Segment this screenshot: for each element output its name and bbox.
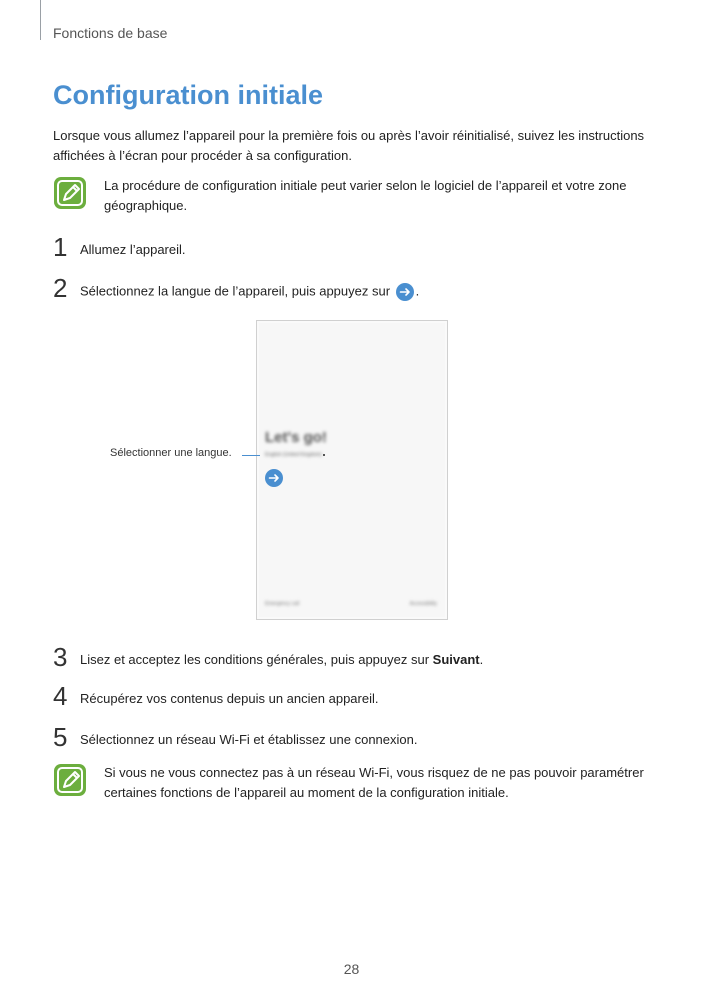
step-text-before: Sélectionnez la langue de l’appareil, puis appuyez sur <box>80 283 391 299</box>
step-text-after: . <box>415 283 420 299</box>
step-number: 4 <box>53 681 68 711</box>
step-text <box>80 283 419 301</box>
screen-emergency-button: Emergency call <box>265 601 300 607</box>
step-4 <box>53 681 673 713</box>
step-number: 2 <box>53 273 68 303</box>
dropdown-marker <box>323 454 325 456</box>
section-header: Fonctions de base <box>53 25 168 41</box>
note-block <box>53 763 673 807</box>
note-text: La procédure de configuration initiale peut varier selon le logiciel de l’appareil et votre zone géographique. <box>104 178 627 213</box>
phone-screen <box>259 323 445 617</box>
step-text <box>80 652 483 667</box>
screen-title: Let's go! <box>265 429 327 446</box>
screen-language-selector: English (United Kingdom) <box>265 452 322 458</box>
header-rule <box>40 0 41 40</box>
step-5 <box>53 722 673 754</box>
page-title: Configuration initiale <box>53 80 323 110</box>
figure-callout: Sélectionner une langue. <box>110 447 232 459</box>
intro-paragraph: Lorsque vous allumez l’appareil pour la première fois ou après l’avoir réinitialisé, suivez les instructions affichées à l’écran pour procéder à sa configuration. <box>53 128 645 163</box>
step-text: Allumez l’appareil. <box>80 242 186 257</box>
step-text-before: Lisez et acceptez les conditions générales, puis appuyez sur <box>80 652 433 667</box>
note-text: Si vous ne vous connectez pas à un réseau Wi-Fi, vous risquez de ne pas pouvoir paramétrer certaines fonctions de l’appareil au moment de la configuration initiale. <box>104 765 644 800</box>
note-pencil-icon <box>53 176 87 210</box>
note-block <box>53 176 673 220</box>
step-number: 3 <box>53 642 68 672</box>
next-arrow-icon <box>396 283 414 301</box>
step-text-bold: Suivant <box>432 652 480 667</box>
step-2 <box>53 273 673 305</box>
screen-accessibility-button: Accessibility <box>409 601 437 607</box>
step-1 <box>53 232 673 264</box>
note-pencil-icon <box>53 763 87 797</box>
step-number: 5 <box>53 722 68 752</box>
step-text: Récupérez vos contenus depuis un ancien appareil. <box>80 691 379 706</box>
callout-line <box>242 455 260 456</box>
step-number: 1 <box>53 232 68 262</box>
step-text: Sélectionnez un réseau Wi-Fi et établissez une connexion. <box>80 732 418 747</box>
page-number: 28 <box>343 961 360 977</box>
screen-next-arrow-icon <box>265 469 283 487</box>
step-3 <box>53 642 673 674</box>
step-text-after: . <box>479 652 484 667</box>
phone-screenshot <box>256 320 448 620</box>
